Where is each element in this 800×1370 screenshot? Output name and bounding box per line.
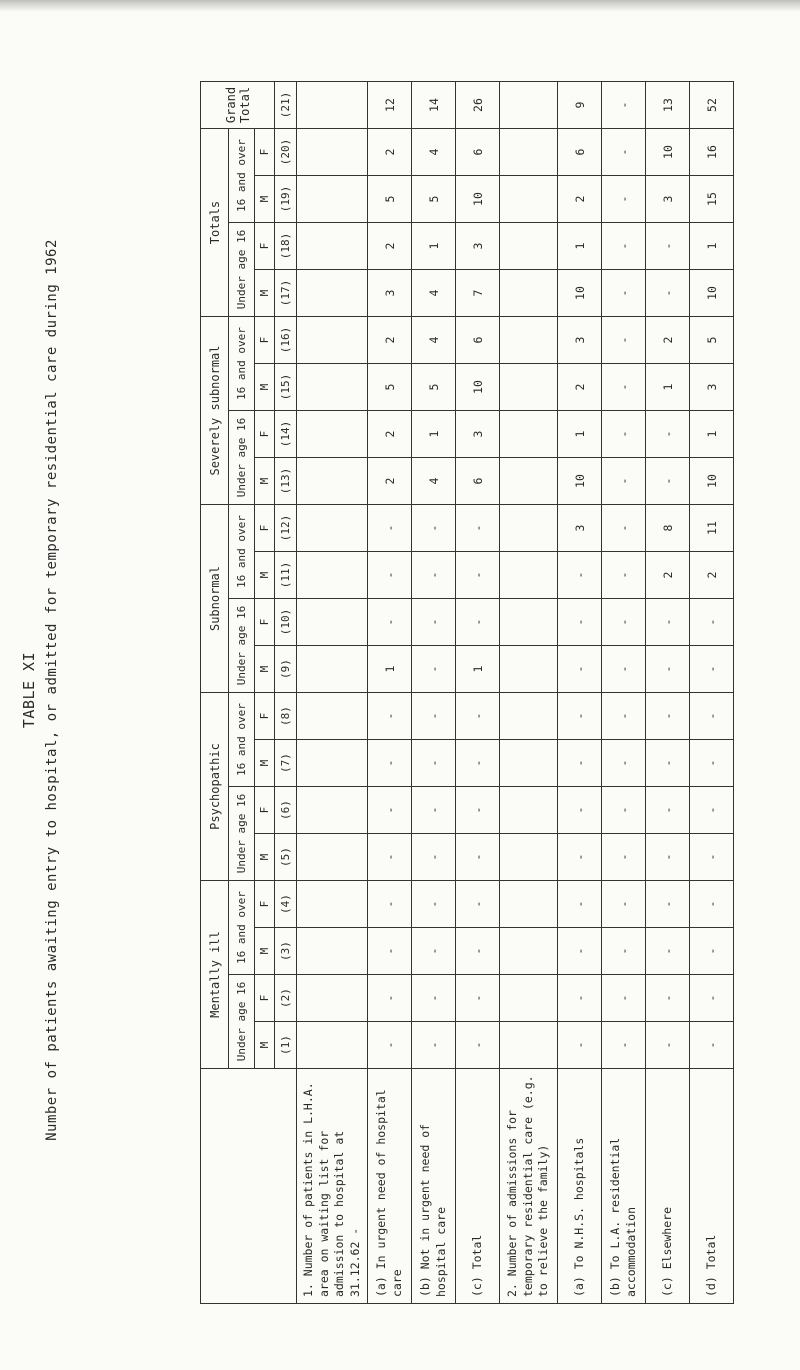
- age-header: Under age 16: [229, 787, 255, 881]
- table-cell: -: [602, 599, 646, 646]
- column-number: (12): [275, 505, 297, 552]
- table-caption: [20, 40, 60, 1340]
- age-header: Under age 16: [229, 411, 255, 505]
- table-cell: -: [456, 834, 500, 881]
- table-cell: 2: [646, 317, 690, 364]
- table-cell: [500, 364, 558, 411]
- table-cell: 3: [368, 270, 412, 317]
- table-cell: -: [690, 740, 734, 787]
- table-cell: -: [602, 270, 646, 317]
- column-number: (5): [275, 834, 297, 881]
- table-cell: 2: [646, 552, 690, 599]
- table-cell: -: [602, 505, 646, 552]
- table-cell: 7: [456, 270, 500, 317]
- table-cell: 6: [456, 317, 500, 364]
- table-cell: -: [558, 693, 602, 740]
- table-cell: -: [690, 881, 734, 928]
- column-number: (15): [275, 364, 297, 411]
- age-header: 16 and over: [229, 881, 255, 975]
- sex-header: F: [255, 787, 275, 834]
- table-cell: 5: [412, 176, 456, 223]
- row-label: (b) Not in urgent need of hospital care: [412, 1069, 456, 1304]
- table-cell: -: [412, 599, 456, 646]
- table-cell: -: [558, 834, 602, 881]
- column-number: (7): [275, 740, 297, 787]
- table-cell: -: [690, 928, 734, 975]
- column-number: (14): [275, 411, 297, 458]
- table-cell: -: [646, 223, 690, 270]
- table-cell: 6: [558, 129, 602, 176]
- table-row: [412, 82, 456, 1304]
- table-cell: [297, 740, 368, 787]
- table-body: [297, 82, 734, 1304]
- column-number: (18): [275, 223, 297, 270]
- table-cell: -: [412, 552, 456, 599]
- table-cell: [297, 411, 368, 458]
- table-cell: -: [368, 740, 412, 787]
- sex-header: M: [255, 176, 275, 223]
- table-cell: [500, 129, 558, 176]
- table-cell: 12: [368, 82, 412, 129]
- column-number: (10): [275, 599, 297, 646]
- table-cell: 10: [646, 129, 690, 176]
- table-cell: 1: [412, 223, 456, 270]
- table-cell: 11: [690, 505, 734, 552]
- table-row: [558, 82, 602, 1304]
- table-cell: [500, 411, 558, 458]
- table-cell: -: [412, 693, 456, 740]
- table-cell: 2: [368, 223, 412, 270]
- table-cell: 9: [558, 82, 602, 129]
- row-label: (d) Total: [690, 1069, 734, 1304]
- table-cell: -: [368, 599, 412, 646]
- column-number: (20): [275, 129, 297, 176]
- table-cell: -: [602, 881, 646, 928]
- table-cell: [500, 82, 558, 129]
- group-header-severely-subnormal: Severely subnormal: [201, 317, 229, 505]
- age-header: 16 and over: [229, 129, 255, 223]
- age-header: 16 and over: [229, 693, 255, 787]
- table-cell: 3: [646, 176, 690, 223]
- age-header: 16 and over: [229, 317, 255, 411]
- table-cell: [500, 458, 558, 505]
- data-table: [200, 81, 734, 1304]
- sex-header: M: [255, 646, 275, 693]
- table-cell: 14: [412, 82, 456, 129]
- table-cell: -: [646, 787, 690, 834]
- column-number: (8): [275, 693, 297, 740]
- table-cell: 5: [412, 364, 456, 411]
- column-number: (17): [275, 270, 297, 317]
- sex-header: F: [255, 881, 275, 928]
- table-cell: -: [646, 693, 690, 740]
- table-cell: [297, 975, 368, 1022]
- table-cell: 10: [690, 270, 734, 317]
- sex-header: M: [255, 552, 275, 599]
- table-cell: [297, 458, 368, 505]
- table-cell: -: [412, 1022, 456, 1069]
- table-cell: -: [368, 505, 412, 552]
- table-cell: -: [456, 928, 500, 975]
- table-cell: 2: [368, 317, 412, 364]
- table-cell: [500, 599, 558, 646]
- row-label: (b) To L.A. residential accommodation: [602, 1069, 646, 1304]
- table-cell: [297, 834, 368, 881]
- table-cell: -: [558, 928, 602, 975]
- table-cell: 5: [368, 176, 412, 223]
- table-cell: 1: [558, 223, 602, 270]
- column-number: (16): [275, 317, 297, 364]
- group-header-subnormal: Subnormal: [201, 505, 229, 693]
- table-title: Number of patients awaiting entry to hospital, or admitted for temporary residential care during 1962: [44, 239, 60, 1141]
- sex-header: F: [255, 599, 275, 646]
- table-cell: 10: [558, 458, 602, 505]
- sex-header: M: [255, 270, 275, 317]
- table-cell: -: [368, 975, 412, 1022]
- table-cell: -: [456, 787, 500, 834]
- table-cell: 3: [690, 364, 734, 411]
- group-header-mentally-ill: Mentally ill: [201, 881, 229, 1069]
- sex-header: M: [255, 458, 275, 505]
- column-number: (9): [275, 646, 297, 693]
- table-cell: 1: [690, 223, 734, 270]
- table-cell: -: [558, 740, 602, 787]
- table-cell: -: [368, 928, 412, 975]
- table-cell: -: [602, 129, 646, 176]
- table-cell: [500, 646, 558, 693]
- column-number: (11): [275, 552, 297, 599]
- table-cell: 3: [456, 411, 500, 458]
- table-cell: -: [456, 505, 500, 552]
- table-cell: -: [690, 646, 734, 693]
- table-cell: 1: [558, 411, 602, 458]
- table-cell: -: [690, 599, 734, 646]
- table-cell: -: [412, 928, 456, 975]
- table-cell: -: [646, 599, 690, 646]
- table-cell: 4: [412, 458, 456, 505]
- table-cell: [500, 505, 558, 552]
- table-row: [690, 82, 734, 1304]
- group-header-grand-total: Grand Total: [201, 82, 275, 129]
- table-label: TABLE XI: [20, 651, 38, 729]
- sex-header: F: [255, 223, 275, 270]
- table-cell: -: [646, 975, 690, 1022]
- table-cell: 1: [646, 364, 690, 411]
- table-cell: [500, 928, 558, 975]
- table-cell: -: [646, 458, 690, 505]
- table-cell: 1: [690, 411, 734, 458]
- table-cell: -: [646, 881, 690, 928]
- table-cell: 10: [456, 176, 500, 223]
- table-cell: [500, 176, 558, 223]
- table-cell: [297, 317, 368, 364]
- table-cell: [500, 834, 558, 881]
- sex-header: F: [255, 975, 275, 1022]
- table-cell: [500, 787, 558, 834]
- table-cell: -: [602, 317, 646, 364]
- table-cell: -: [368, 1022, 412, 1069]
- table-cell: 2: [558, 176, 602, 223]
- row-label: (a) To N.H.S. hospitals: [558, 1069, 602, 1304]
- table-cell: 2: [690, 552, 734, 599]
- table-cell: -: [558, 1022, 602, 1069]
- table-cell: 10: [558, 270, 602, 317]
- table-cell: -: [558, 552, 602, 599]
- column-number: (3): [275, 928, 297, 975]
- table-row: [602, 82, 646, 1304]
- row-label: 1. Number of patients in L.H.A. area on waiting list for admission to hospital at 31.12.62 -: [297, 1069, 368, 1304]
- table-cell: [297, 82, 368, 129]
- table-cell: -: [368, 552, 412, 599]
- table-cell: [500, 1022, 558, 1069]
- sex-header: M: [255, 1022, 275, 1069]
- table-cell: 2: [368, 458, 412, 505]
- table-cell: [500, 223, 558, 270]
- table-cell: [297, 129, 368, 176]
- table-cell: -: [412, 505, 456, 552]
- table-cell: -: [456, 881, 500, 928]
- table-cell: 6: [456, 458, 500, 505]
- column-number: (1): [275, 1022, 297, 1069]
- table-cell: -: [602, 364, 646, 411]
- table-cell: -: [602, 223, 646, 270]
- table-cell: -: [602, 646, 646, 693]
- row-label: (c) Elsewhere: [646, 1069, 690, 1304]
- column-number: (13): [275, 458, 297, 505]
- table-cell: -: [646, 1022, 690, 1069]
- table-cell: -: [690, 975, 734, 1022]
- table-cell: -: [368, 881, 412, 928]
- row-label: (c) Total: [456, 1069, 500, 1304]
- table-row: [297, 82, 368, 1304]
- table-cell: 2: [368, 129, 412, 176]
- table-cell: [297, 270, 368, 317]
- table-cell: -: [412, 975, 456, 1022]
- table-cell: -: [602, 176, 646, 223]
- table-cell: 1: [368, 646, 412, 693]
- table-cell: -: [646, 411, 690, 458]
- table-cell: -: [456, 693, 500, 740]
- table-cell: -: [646, 740, 690, 787]
- table-cell: -: [646, 270, 690, 317]
- table-cell: [500, 975, 558, 1022]
- table-cell: 8: [646, 505, 690, 552]
- table-cell: -: [456, 1022, 500, 1069]
- table-cell: -: [558, 975, 602, 1022]
- table-cell: -: [602, 928, 646, 975]
- table-cell: -: [412, 646, 456, 693]
- table-cell: -: [602, 1022, 646, 1069]
- table-cell: [297, 1022, 368, 1069]
- group-header-psychopathic: Psychopathic: [201, 693, 229, 881]
- table-cell: 1: [456, 646, 500, 693]
- column-number: (4): [275, 881, 297, 928]
- table-cell: -: [690, 834, 734, 881]
- table-cell: 1: [412, 411, 456, 458]
- table-cell: -: [646, 646, 690, 693]
- table-cell: [500, 270, 558, 317]
- sex-header: F: [255, 505, 275, 552]
- table-cell: -: [456, 599, 500, 646]
- table-cell: 4: [412, 129, 456, 176]
- sex-header: M: [255, 364, 275, 411]
- column-number: (6): [275, 787, 297, 834]
- table-cell: [500, 317, 558, 364]
- age-header: Under age 16: [229, 599, 255, 693]
- table-cell: -: [456, 552, 500, 599]
- table-cell: [297, 176, 368, 223]
- sex-header: M: [255, 928, 275, 975]
- age-header: Under age 16: [229, 975, 255, 1069]
- table-cell: 4: [412, 317, 456, 364]
- table-cell: [297, 364, 368, 411]
- table-cell: -: [558, 787, 602, 834]
- table-cell: -: [412, 834, 456, 881]
- row-label: (a) In urgent need of hospital care: [368, 1069, 412, 1304]
- column-number: (21): [275, 82, 297, 129]
- age-header: Under age 16: [229, 223, 255, 317]
- table-cell: -: [558, 646, 602, 693]
- table-cell: 52: [690, 82, 734, 129]
- table-cell: [297, 787, 368, 834]
- table-row: [456, 82, 500, 1304]
- table-cell: 10: [456, 364, 500, 411]
- table-cell: 15: [690, 176, 734, 223]
- sex-header: F: [255, 317, 275, 364]
- group-header-totals: Totals: [201, 129, 229, 317]
- table-cell: [500, 552, 558, 599]
- table-cell: 3: [456, 223, 500, 270]
- table-cell: [297, 881, 368, 928]
- table-cell: [297, 693, 368, 740]
- table-cell: -: [558, 599, 602, 646]
- table-cell: -: [412, 787, 456, 834]
- table-cell: [297, 223, 368, 270]
- table-cell: [297, 646, 368, 693]
- table-cell: -: [602, 740, 646, 787]
- table-cell: -: [456, 975, 500, 1022]
- table-cell: -: [368, 834, 412, 881]
- table-cell: [500, 881, 558, 928]
- table-cell: -: [602, 693, 646, 740]
- table-cell: 6: [456, 129, 500, 176]
- table-cell: -: [412, 881, 456, 928]
- table-cell: 26: [456, 82, 500, 129]
- table-row: [368, 82, 412, 1304]
- table-cell: [297, 505, 368, 552]
- column-number: (19): [275, 176, 297, 223]
- table-cell: [297, 599, 368, 646]
- age-header: 16 and over: [229, 505, 255, 599]
- table-cell: -: [602, 82, 646, 129]
- table-cell: -: [412, 740, 456, 787]
- table-cell: -: [602, 458, 646, 505]
- table-cell: 5: [690, 317, 734, 364]
- table-cell: -: [602, 975, 646, 1022]
- table-cell: 10: [690, 458, 734, 505]
- table-cell: 13: [646, 82, 690, 129]
- table-cell: [500, 693, 558, 740]
- table-cell: -: [602, 834, 646, 881]
- table-cell: -: [690, 1022, 734, 1069]
- table-row: [500, 82, 558, 1304]
- table-cell: 16: [690, 129, 734, 176]
- table-cell: -: [558, 881, 602, 928]
- table-cell: -: [456, 740, 500, 787]
- table-cell: -: [690, 787, 734, 834]
- table-row: [646, 82, 690, 1304]
- table-cell: -: [368, 693, 412, 740]
- page-edge: [0, 0, 800, 12]
- table-cell: [500, 740, 558, 787]
- table-cell: -: [690, 693, 734, 740]
- column-number: (2): [275, 975, 297, 1022]
- table-cell: 3: [558, 505, 602, 552]
- table-cell: -: [368, 787, 412, 834]
- sex-header: M: [255, 740, 275, 787]
- table-cell: 5: [368, 364, 412, 411]
- table-cell: -: [602, 552, 646, 599]
- table-cell: -: [602, 787, 646, 834]
- row-label: 2. Number of admissions for temporary residential care (e.g. to relieve the family): [500, 1069, 558, 1304]
- sex-header: M: [255, 834, 275, 881]
- table-cell: -: [646, 928, 690, 975]
- sex-header: F: [255, 411, 275, 458]
- table-cell: [297, 928, 368, 975]
- table-cell: 3: [558, 317, 602, 364]
- table-cell: -: [646, 834, 690, 881]
- row-header-corner: [201, 1069, 297, 1304]
- table-cell: 2: [558, 364, 602, 411]
- table-cell: 4: [412, 270, 456, 317]
- sex-header: F: [255, 129, 275, 176]
- sex-header: F: [255, 693, 275, 740]
- table-cell: -: [602, 411, 646, 458]
- table-cell: 2: [368, 411, 412, 458]
- table-cell: [297, 552, 368, 599]
